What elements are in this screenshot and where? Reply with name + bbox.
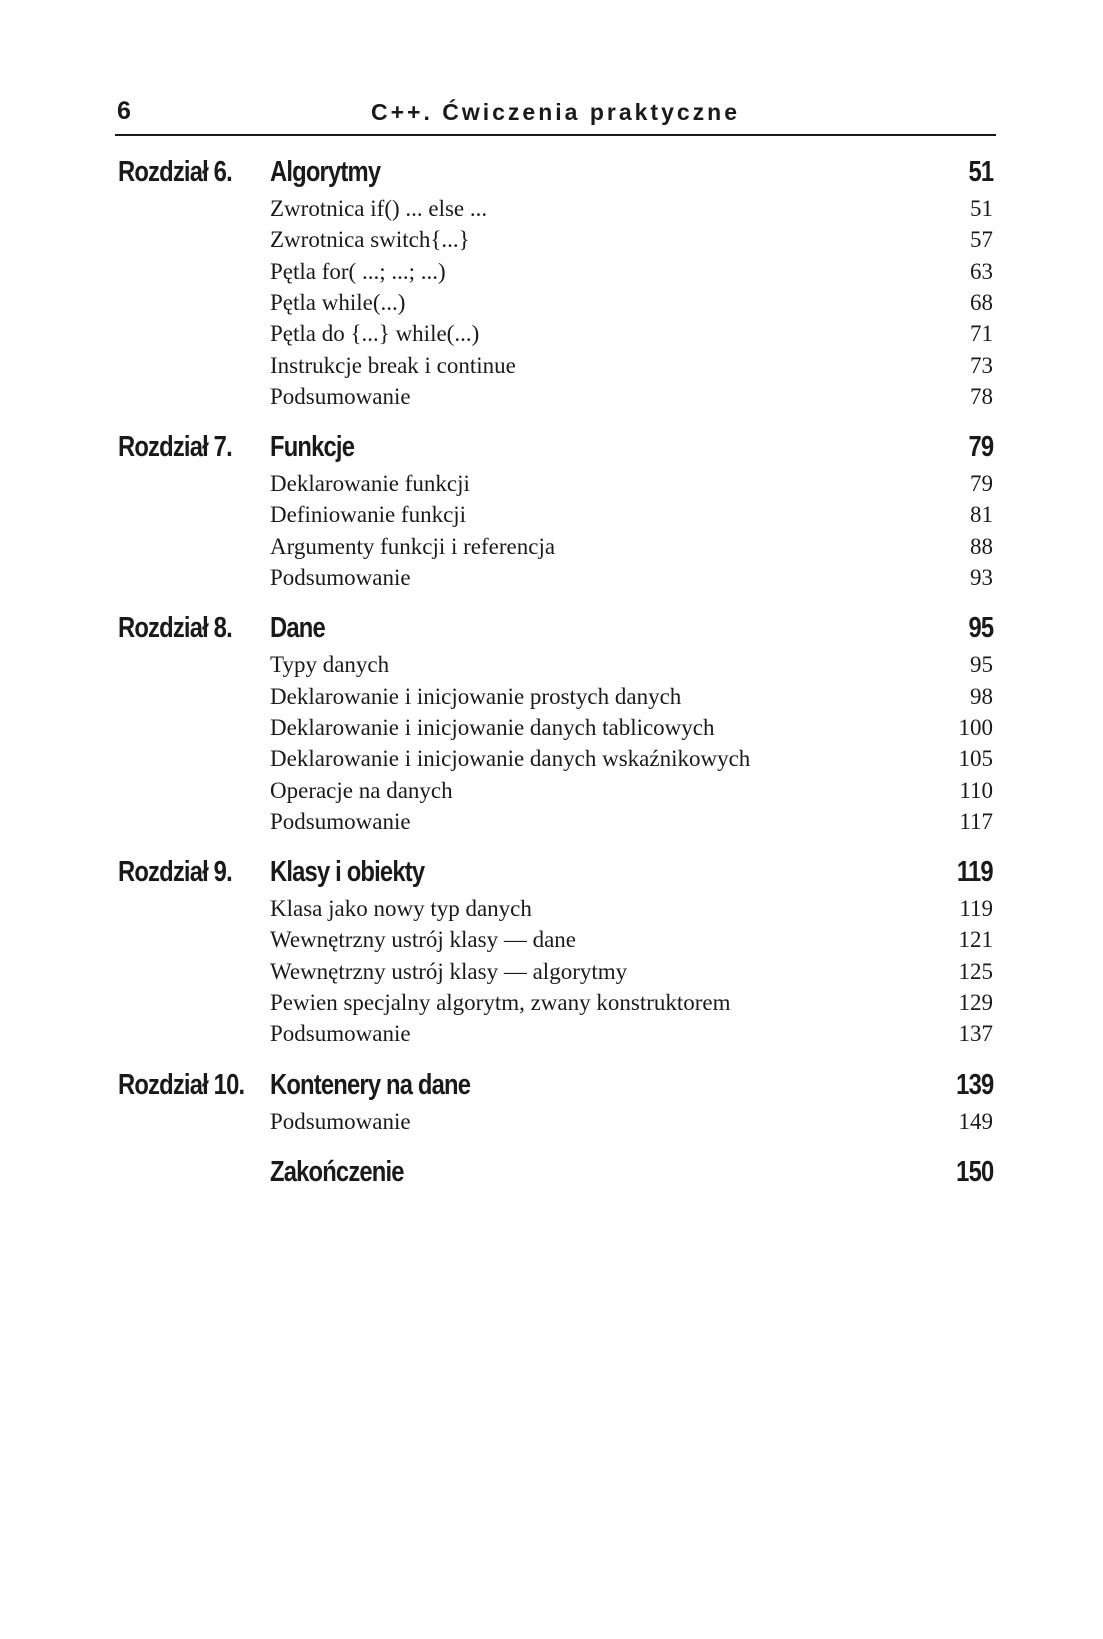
- toc-entry: [0, 288, 1103, 320]
- toc-entry: [0, 650, 1103, 682]
- section-page-number: 125: [958, 958, 993, 984]
- section-title: Operacje na danych: [270, 777, 453, 803]
- section-page-number: 121: [958, 927, 993, 953]
- chapter-title: Dane: [270, 612, 325, 645]
- section-title: Wewnętrzny ustrój klasy — dane: [270, 927, 577, 953]
- chapter-heading: [0, 1152, 1103, 1194]
- section-title: Definiowanie funkcji: [270, 502, 467, 528]
- chapter-title: Algorytmy: [270, 156, 381, 188]
- section-page-number: 81: [970, 502, 993, 528]
- section-page-number: 100: [958, 714, 993, 740]
- toc-entry: [0, 776, 1103, 808]
- chapter-heading: [0, 1065, 1103, 1107]
- running-header: [115, 94, 996, 136]
- section-page-number: 110: [959, 777, 993, 803]
- section-page-number: 93: [970, 565, 993, 590]
- chapter-label: Rozdział 6.: [118, 156, 232, 188]
- toc-entry: [0, 682, 1103, 714]
- section-title: Zwrotnica if() ... else ...: [270, 196, 488, 221]
- book-title: C++. Ćwiczenia praktyczne: [370, 99, 740, 125]
- section-page-number: 117: [959, 808, 993, 834]
- toc-entry: [0, 1019, 1103, 1051]
- section-page-number: 73: [970, 352, 993, 378]
- toc-entry: [0, 988, 1103, 1020]
- toc-entry: [0, 807, 1103, 839]
- chapter-page-number: 95: [968, 612, 993, 645]
- chapter-heading: [0, 427, 1103, 469]
- toc-entry: [0, 713, 1103, 745]
- chapter-title: Zakończenie: [270, 1155, 404, 1188]
- chapter-page-number: 51: [968, 156, 993, 188]
- section-title: Klasa jako nowy typ danych: [270, 896, 532, 922]
- toc-entry: [0, 957, 1103, 989]
- section-title: Podsumowanie: [270, 808, 411, 834]
- chapter-title: Klasy i obiekty: [270, 856, 425, 889]
- chapter-heading: [0, 852, 1103, 894]
- toc-entry: [0, 225, 1103, 257]
- section-title: Pętla for( ...; ...; ...): [270, 258, 446, 284]
- section-page-number: 119: [959, 896, 993, 922]
- chapter-heading: [0, 152, 1103, 194]
- toc-entry: [0, 257, 1103, 289]
- section-page-number: 68: [970, 289, 993, 315]
- section-page-number: 98: [970, 683, 993, 709]
- chapter-label: Rozdział 10.: [118, 1068, 245, 1101]
- section-page-number: 79: [970, 471, 993, 497]
- section-title: Deklarowanie funkcji: [270, 471, 470, 497]
- section-title: Deklarowanie i inicjowanie prostych danych: [270, 683, 682, 709]
- chapter-label: Rozdział 8.: [118, 612, 232, 645]
- section-page-number: 105: [958, 746, 993, 772]
- section-title: Podsumowanie: [270, 1021, 411, 1047]
- chapter-page-number: 119: [957, 856, 993, 889]
- toc-entry: [0, 194, 1103, 226]
- toc-entry: [0, 1107, 1103, 1139]
- section-page-number: 63: [970, 258, 993, 284]
- toc-entry: [0, 469, 1103, 501]
- section-title: Deklarowanie i inicjowanie danych tablicowych: [270, 714, 715, 740]
- chapter-label: Rozdział 9.: [118, 856, 232, 889]
- chapter-title: Funkcje: [270, 431, 355, 464]
- section-title: Pętla do {...} while(...): [270, 321, 480, 347]
- chapter-page-number: 79: [968, 431, 993, 464]
- toc-entry: [0, 894, 1103, 926]
- section-page-number: 137: [958, 1021, 993, 1047]
- section-title: Podsumowanie: [270, 1108, 411, 1134]
- toc-entry: [0, 532, 1103, 564]
- section-page-number: 78: [970, 383, 993, 409]
- section-title: Wewnętrzny ustrój klasy — algorytmy: [270, 958, 628, 984]
- section-page-number: 88: [970, 533, 993, 559]
- section-title: Instrukcje break i continue: [270, 352, 516, 378]
- toc-entry: [0, 319, 1103, 351]
- section-page-number: 51: [970, 196, 993, 221]
- chapter-heading: [0, 608, 1103, 650]
- section-title: Podsumowanie: [270, 565, 411, 590]
- toc-entry: [0, 925, 1103, 957]
- section-title: Zwrotnica switch{...}: [270, 227, 470, 253]
- section-title: Podsumowanie: [270, 383, 411, 409]
- toc-entry: [0, 382, 1103, 414]
- chapter-label: Rozdział 7.: [118, 431, 232, 464]
- toc-entry: [0, 351, 1103, 383]
- section-title: Argumenty funkcji i referencja: [270, 533, 556, 559]
- section-page-number: 57: [970, 227, 993, 253]
- chapter-title: Kontenery na dane: [270, 1068, 471, 1101]
- section-page-number: 149: [958, 1108, 993, 1134]
- section-title: Pewien specjalny algorytm, zwany konstruktorem: [270, 990, 731, 1015]
- section-page-number: 129: [958, 990, 993, 1015]
- toc-entry: [0, 744, 1103, 776]
- section-title: Deklarowanie i inicjowanie danych wskaźnikowych: [270, 746, 751, 772]
- page-number: 6: [117, 97, 131, 125]
- toc-entry: [0, 500, 1103, 532]
- chapter-page-number: 139: [955, 1068, 993, 1101]
- section-title: Typy danych: [270, 652, 390, 678]
- section-page-number: 71: [970, 321, 993, 347]
- chapter-page-number: 150: [955, 1155, 993, 1188]
- toc-entry: [0, 563, 1103, 595]
- section-page-number: 95: [970, 652, 993, 678]
- section-title: Pętla while(...): [270, 289, 406, 315]
